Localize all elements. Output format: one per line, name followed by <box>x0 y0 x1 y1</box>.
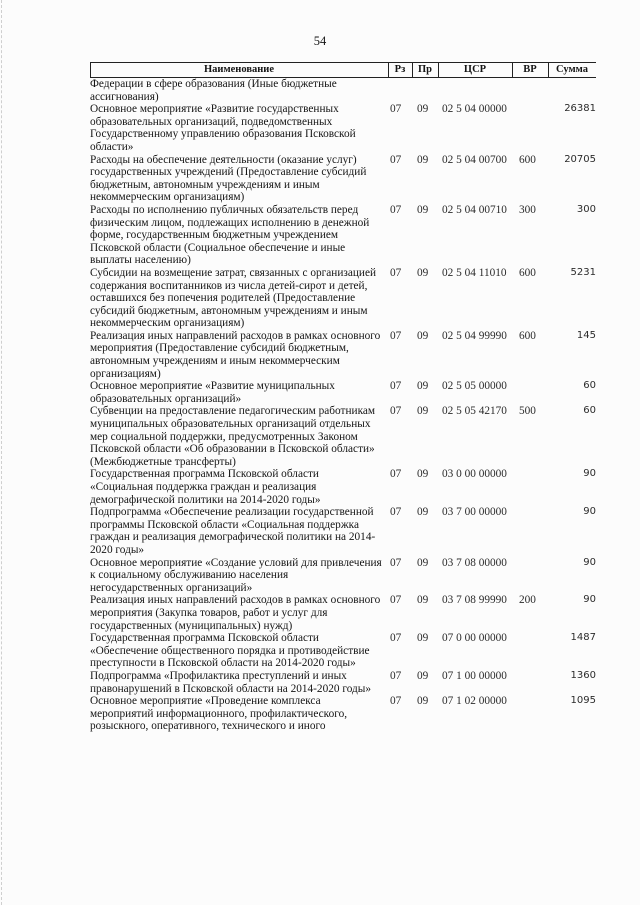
row-rz: 07 <box>390 380 402 393</box>
row-sum: 145 <box>576 329 596 341</box>
row-rz: 07 <box>390 468 402 481</box>
row-rz: 07 <box>390 506 402 519</box>
row-pr: 09 <box>417 103 429 116</box>
row-sum: 90 <box>583 594 596 606</box>
row-csr: 02 5 04 00710 <box>442 203 507 216</box>
row-rz: 07 <box>390 329 402 342</box>
row-vr: 300 <box>519 203 536 216</box>
row-csr: 02 5 04 00700 <box>442 153 507 166</box>
row-pr: 09 <box>417 380 429 393</box>
header-vr: ВР <box>523 64 537 75</box>
row-pr: 09 <box>417 669 429 682</box>
row-name: Реализация иных направлений расходов в рамках основного мероприятия (Закупка товаров, работ и услуг для государственных (муниципальных) нужд) <box>90 594 381 632</box>
row-sum: 26381 <box>564 103 596 115</box>
table-header-row <box>90 62 596 78</box>
table-row <box>90 695 596 733</box>
row-csr: 07 0 00 00000 <box>442 632 507 645</box>
header-csr: ЦСР <box>463 64 487 75</box>
row-pr: 09 <box>417 405 429 418</box>
row-csr: 02 5 04 11010 <box>442 266 507 279</box>
header-rz: Рз <box>394 64 406 75</box>
scan-edge-line <box>1 0 2 905</box>
row-sum: 1487 <box>570 632 596 644</box>
row-rz: 07 <box>390 203 402 216</box>
row-rz: 07 <box>390 405 402 418</box>
row-name: Расходы по исполнению публичных обязательств перед физическим лицом, подлежащих исполнению в денежной форме, государственным бюджетным учреждением Псковской области (Социальное обеспечение и иные выплаты населению) <box>90 203 370 267</box>
table-row <box>90 557 596 595</box>
row-vr: 600 <box>519 266 536 279</box>
row-pr: 09 <box>417 506 429 519</box>
header-sum: Сумма <box>556 64 588 75</box>
table-row <box>90 78 596 103</box>
table-row <box>90 468 596 506</box>
row-name: Реализация иных направлений расходов в рамках основного мероприятия (Предоставление субсидий бюджетным, автономным учреждениям и иным некоммерческим организациям) <box>90 329 381 380</box>
row-csr: 03 7 08 00000 <box>442 556 507 569</box>
row-sum: 300 <box>576 203 596 215</box>
table-row <box>90 632 596 670</box>
row-pr: 09 <box>417 329 429 342</box>
row-sum: 5231 <box>570 266 596 278</box>
row-vr: 200 <box>519 594 536 607</box>
row-name: Основное мероприятие «Создание условий для привлечения к социальному обслуживанию населения негосударственных организаций» <box>90 556 382 594</box>
row-csr: 02 5 04 99990 <box>442 329 507 342</box>
row-rz: 07 <box>390 153 402 166</box>
row-name: Субсидии на возмещение затрат, связанных с организацией содержания воспитанников из числа детей-сирот и детей, оставшихся без попечения родителей (Предоставление субсидий бюджетным, автономным учреждениям и иным некоммерческим организациям) <box>90 266 377 330</box>
table-row <box>90 670 596 695</box>
row-name: Расходы на обеспечение деятельности (оказание услуг) государственных учреждений (Предоставление субсидий бюджетным, автономным учреждениям и иным некоммерческим организациям) <box>90 153 367 204</box>
row-pr: 09 <box>417 468 429 481</box>
row-sum: 90 <box>583 506 596 518</box>
row-pr: 09 <box>417 556 429 569</box>
budget-table <box>90 62 596 733</box>
row-rz: 07 <box>390 556 402 569</box>
row-pr: 09 <box>417 266 429 279</box>
page-number: 54 <box>313 34 327 48</box>
row-name: Основное мероприятие «Развитие муниципальных образовательных организаций» <box>90 380 335 405</box>
table-row <box>90 330 596 380</box>
row-name: Подпрограмма «Обеспечение реализации государственной программы Псковской области «Социальная поддержка граждан и реализация демографической политики на 2014-2020 годы» <box>90 506 376 556</box>
row-sum: 20705 <box>564 153 596 165</box>
row-csr: 03 7 00 00000 <box>442 506 507 519</box>
row-rz: 07 <box>390 103 402 116</box>
row-csr: 03 7 08 99990 <box>442 594 507 607</box>
table-body <box>90 78 596 733</box>
row-csr: 02 5 05 42170 <box>442 405 507 418</box>
row-name: Государственная программа Псковской области «Обеспечение общественного порядка и противодействие преступности в Псковской области на 2014-2020 годы» <box>90 632 370 670</box>
table-row <box>90 506 596 556</box>
table-row <box>90 204 596 267</box>
row-csr: 07 1 00 00000 <box>442 669 507 682</box>
row-sum: 60 <box>583 380 596 392</box>
row-rz: 07 <box>390 695 402 708</box>
table-row <box>90 154 596 204</box>
row-csr: 03 0 00 00000 <box>442 468 507 481</box>
table-row <box>90 380 596 405</box>
row-rz: 07 <box>390 669 402 682</box>
header-pr: Пр <box>417 64 432 75</box>
row-rz: 07 <box>390 266 402 279</box>
row-pr: 09 <box>417 594 429 607</box>
row-csr: 07 1 02 00000 <box>442 695 507 708</box>
row-vr: 600 <box>519 153 536 166</box>
row-vr: 500 <box>519 405 536 418</box>
row-pr: 09 <box>417 153 429 166</box>
row-name: Основное мероприятие «Развитие государственных образовательных организаций, подведомственных Государственному управлению образования Псковской области» <box>90 103 356 153</box>
row-pr: 09 <box>417 203 429 216</box>
row-name: Основное мероприятие «Проведение комплекса мероприятий информационного, профилактического, розыскного, оперативного, технического и иного <box>90 695 348 733</box>
row-sum: 90 <box>583 468 596 480</box>
row-pr: 09 <box>417 632 429 645</box>
row-name: Государственная программа Псковской области «Социальная поддержка граждан и реализация демографической политики на 2014-2020 годы» <box>90 468 321 506</box>
row-name: Субвенции на предоставление педагогическим работникам муниципальных образовательных организаций отдельных мер социальной поддержки, предусмотренных Законом Псковской области «Об образовании в Псковской области» (Межбюджетные трансферты) <box>90 405 376 468</box>
row-name: Подпрограмма «Профилактика преступлений и иных правонарушений в Псковской области на 2014-2020 годы» <box>90 669 372 695</box>
row-vr: 600 <box>519 329 536 342</box>
table-row <box>90 267 596 330</box>
row-name: Федерации в сфере образования (Иные бюджетные ассигнования) <box>90 78 337 103</box>
row-rz: 07 <box>390 632 402 645</box>
table-row <box>90 103 596 153</box>
row-rz: 07 <box>390 594 402 607</box>
row-pr: 09 <box>417 695 429 708</box>
table-row <box>90 594 596 632</box>
row-sum: 1095 <box>570 695 596 707</box>
row-csr: 02 5 05 00000 <box>442 380 507 393</box>
row-sum: 60 <box>583 405 596 417</box>
row-sum: 90 <box>583 556 596 568</box>
header-name: Наименование <box>204 64 274 75</box>
row-csr: 02 5 04 00000 <box>442 103 507 116</box>
table-row <box>90 405 596 468</box>
row-sum: 1360 <box>570 669 596 681</box>
